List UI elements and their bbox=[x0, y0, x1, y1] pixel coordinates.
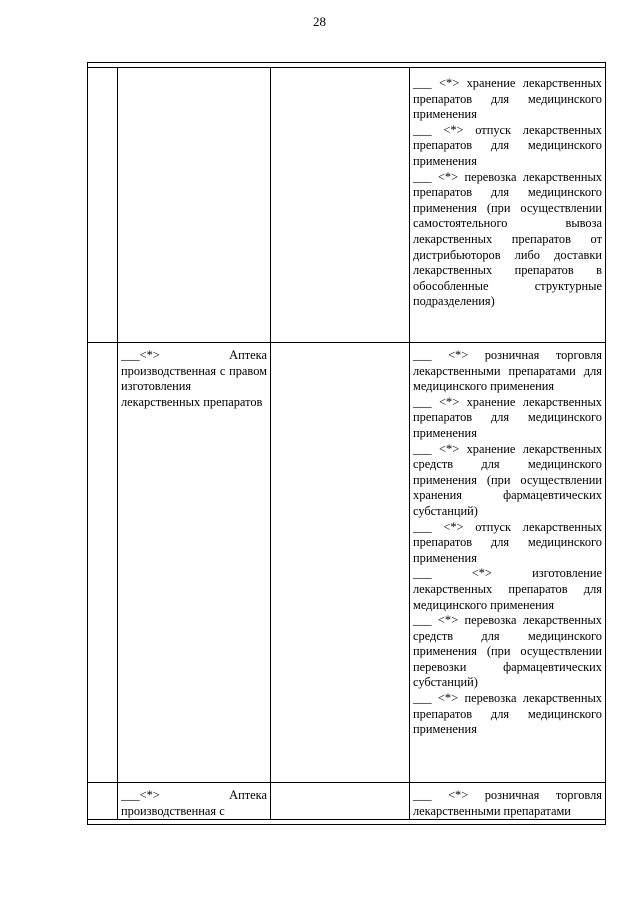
organization-type-text: ___<*> Аптека производственная с правом изготовления лекарственных препаратов bbox=[121, 348, 267, 409]
activity-item: ___ <*> хранение лекарственных препаратов для медицинского применения bbox=[413, 76, 602, 122]
table-row bbox=[88, 343, 606, 783]
activity-item: ___ <*> отпуск лекарственных препаратов для медицинского применения bbox=[413, 519, 602, 565]
activity-item: ___ <*> хранение лекарственных препаратов для медицинского применения bbox=[413, 394, 602, 440]
cell-number bbox=[88, 68, 118, 343]
table-bottom-rule bbox=[88, 820, 606, 825]
cell-activities bbox=[410, 343, 606, 783]
cell-address bbox=[271, 343, 410, 783]
activity-item: ___ <*> перевозка лекарственных препаратов для медицинского применения bbox=[413, 691, 602, 737]
activity-item: ___ <*> розничная торговля лекарственными препаратами bbox=[413, 788, 602, 818]
table-row bbox=[88, 68, 606, 343]
cell-activities bbox=[410, 783, 606, 820]
activity-item: ___ <*> отпуск лекарственных препаратов для медицинского применения bbox=[413, 122, 602, 168]
license-activities-table bbox=[87, 62, 606, 825]
cell-organization-type bbox=[118, 68, 271, 343]
cell-activities bbox=[410, 68, 606, 343]
table-bottom-rule-cell bbox=[88, 820, 606, 825]
page-number: 28 bbox=[313, 14, 326, 29]
cell-number bbox=[88, 783, 118, 820]
cell-organization-type bbox=[118, 783, 271, 820]
organization-type-text: ___<*> Аптека производственная с bbox=[121, 788, 267, 818]
cell-organization-type bbox=[118, 343, 271, 783]
cell-number bbox=[88, 343, 118, 783]
activity-item: ___ <*> перевозка лекарственных средств для медицинского применения (при осуществлении перевозки фармацевтических субстанций) bbox=[413, 613, 602, 690]
activity-item: ___ <*> хранение лекарственных средств для медицинского применения (при осуществлении хранения фармацевтических субстанций) bbox=[413, 441, 602, 518]
activity-item: ___ <*> изготовление лекарственных препаратов для медицинского применения bbox=[413, 566, 602, 612]
activity-item: ___ <*> перевозка лекарственных препаратов для медицинского применения (при осуществлении самостоятельного вывоза лекарственных препаратов от дистрибьюторов либо доставки лекарственных препаратов в обособленные структурные подразделения) bbox=[413, 169, 602, 309]
cell-address bbox=[271, 783, 410, 820]
table-row bbox=[88, 783, 606, 820]
activity-item: ___ <*> розничная торговля лекарственными препаратами для медицинского применения bbox=[413, 348, 602, 394]
cell-address bbox=[271, 68, 410, 343]
